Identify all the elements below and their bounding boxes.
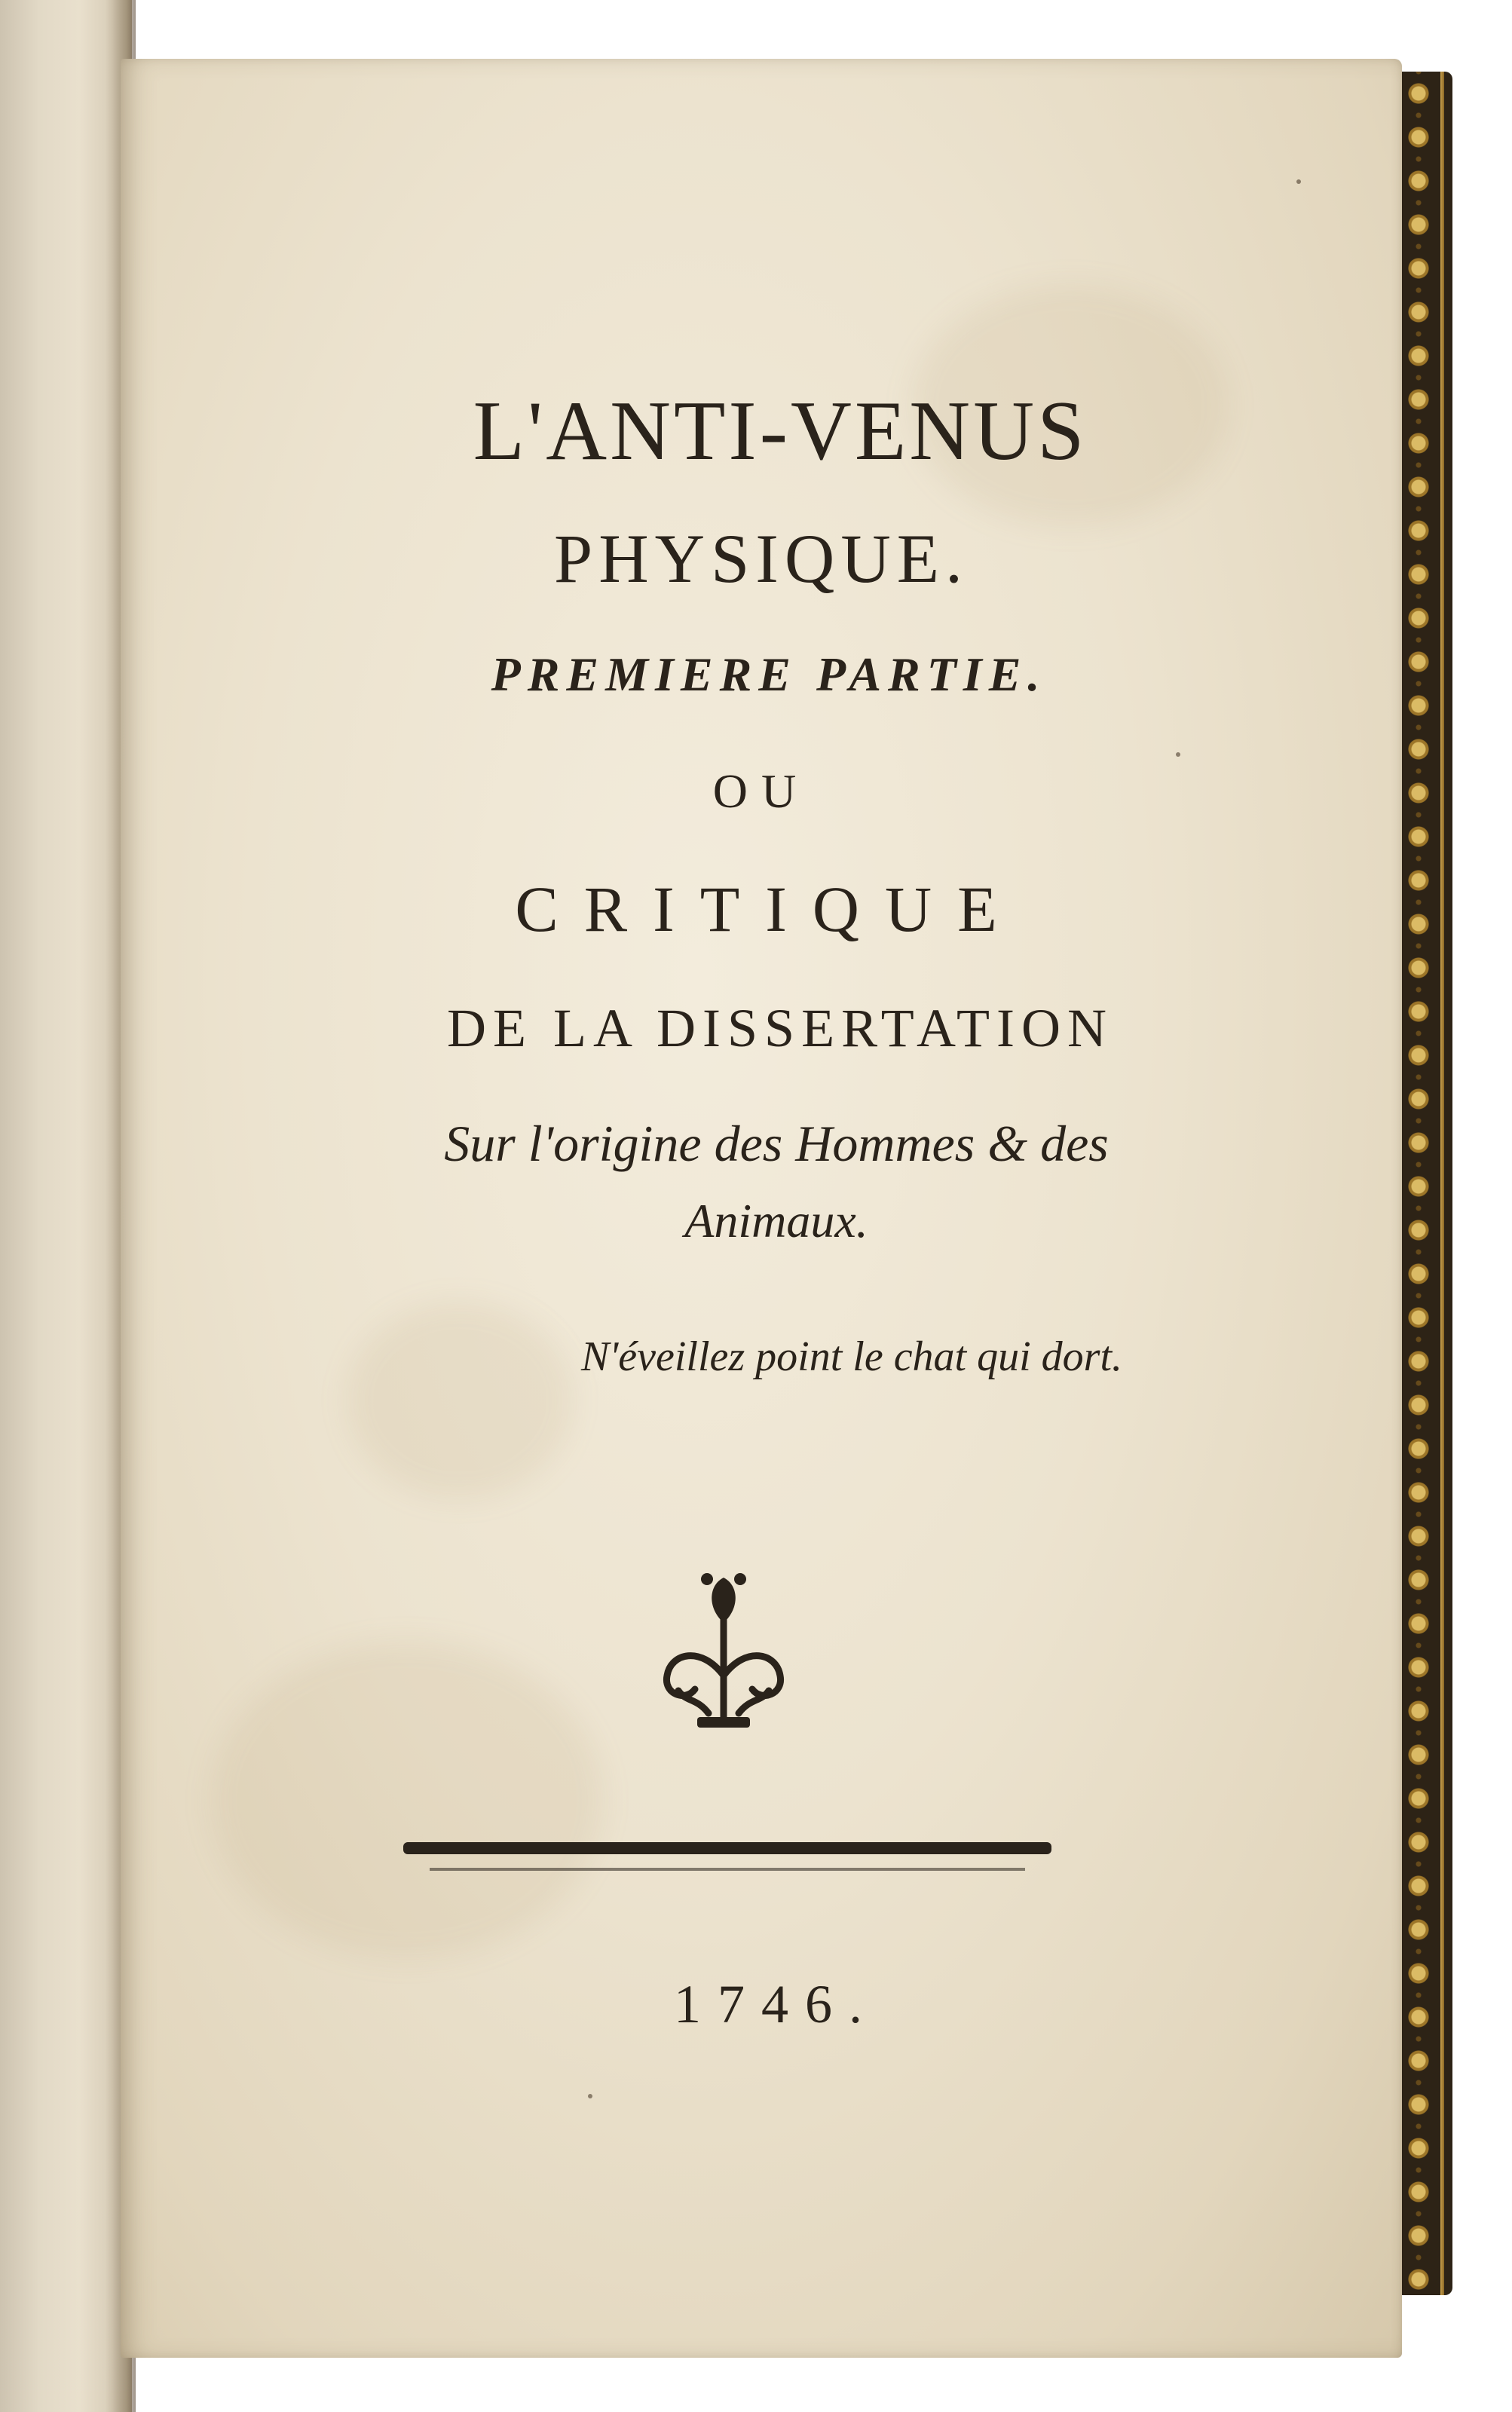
foxing-stain [347,1302,573,1498]
connector-word: OU [712,764,810,818]
book-title: L'ANTI-VENUS [473,384,1088,478]
title-page [121,59,1402,2358]
critique-heading: CRITIQUE [515,873,1023,945]
description-line-2: Animaux. [684,1194,868,1247]
foxing-stain [211,1642,603,1958]
paper-fleck [1176,752,1180,757]
epigraph-motto: N'éveillez point le chat qui dort. [580,1333,1123,1380]
fleuron-ornament-icon [626,1563,822,1736]
description-line-1: Sur l'origine des Hommes & des [444,1115,1109,1172]
printed-rule-thin [430,1868,1025,1871]
paper-fleck [1296,179,1301,184]
book-subtitle: PHYSIQUE. [554,520,969,597]
dissertation-heading: DE LA DISSERTATION [447,998,1113,1058]
gilt-fillet-right [1440,72,1444,2295]
publication-year: 1746. [674,1974,879,2034]
paper-fleck [588,2094,592,2098]
part-heading: PREMIERE PARTIE. [491,647,1047,701]
printed-rule [403,1842,1051,1854]
